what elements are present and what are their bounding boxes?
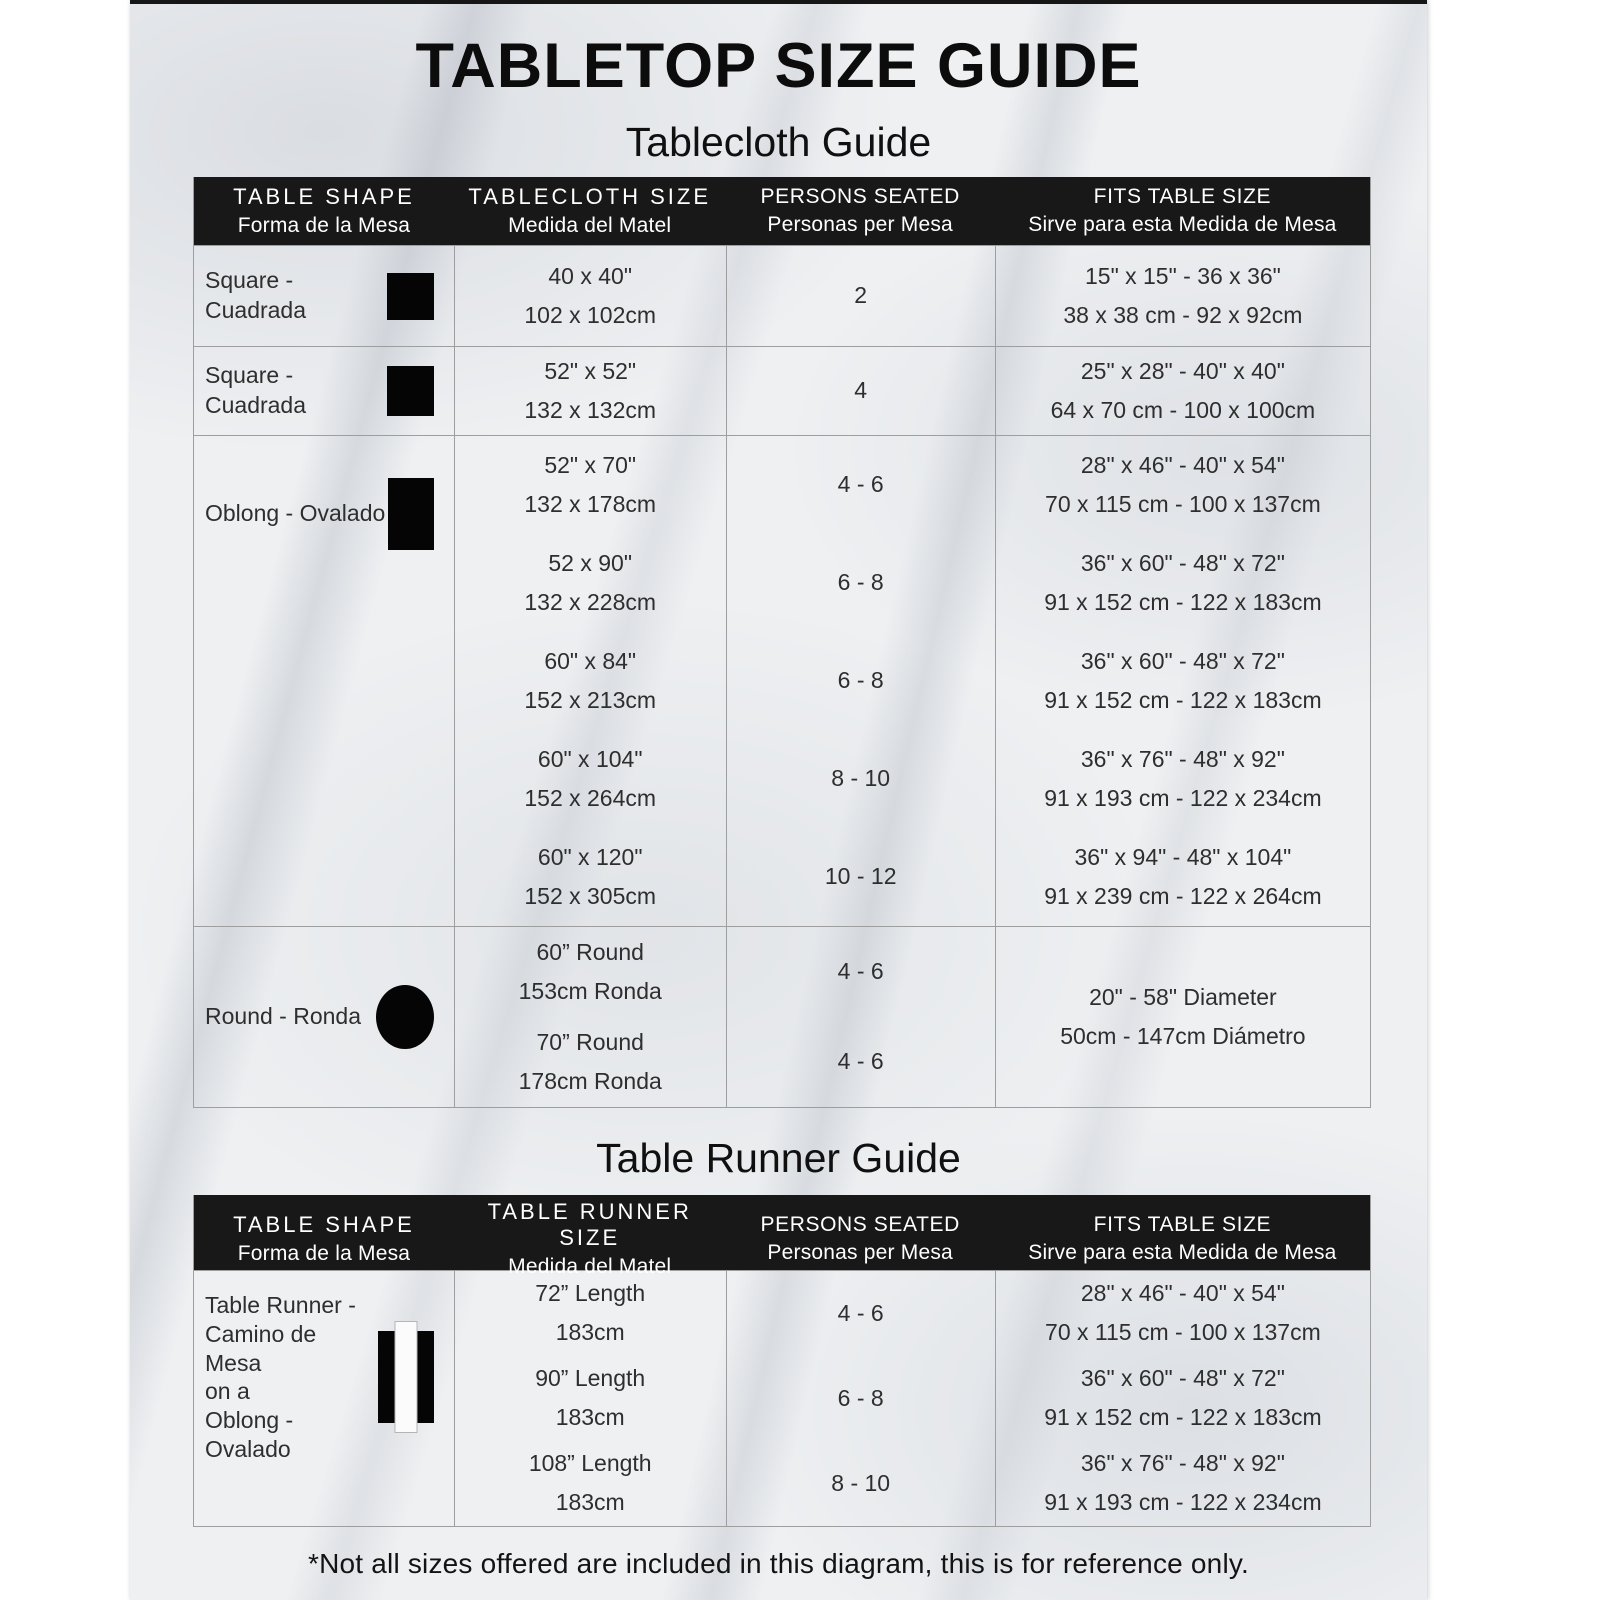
size-cell: 52" x 70" 132 x 178cm [454,436,726,534]
size-cell: 60” Round 153cm Ronda [454,927,726,1017]
column-header-table-shape: TABLE SHAPE Forma de la Mesa [233,184,415,237]
table-row [194,245,1370,346]
size-guide-poster [130,0,1427,1600]
table-row [194,346,1370,435]
shape-cell [194,347,454,435]
fits-cell: 25" x 28" - 40" x 40" 64 x 70 cm - 100 x 100cm [995,347,1370,435]
table-runner-table [193,1195,1371,1527]
size-cell: 72” Length 183cm [454,1271,726,1356]
tablecloth-table-header [194,177,1370,245]
fits-cell: 20" - 58" Diameter 50cm - 147cm Diámetro [995,927,1370,1107]
tablecloth-guide-heading: Tablecloth Guide [625,119,932,165]
round-icon [376,985,434,1049]
footnote: *Not all sizes offered are included in this diagram, this is for reference only. [308,1548,1249,1579]
persons-cell: 10 - 12 [726,828,995,926]
size-cell: 52 x 90" 132 x 228cm [454,534,726,632]
square-icon [387,366,434,416]
fits-cell: 36" x 76" - 48" x 92" 91 x 193 cm - 122 x 234cm [995,1441,1370,1526]
page-title: TABLETOP SIZE GUIDE [415,31,1142,101]
size-cell: 70” Round 178cm Ronda [454,1017,726,1107]
size-cell: 40 x 40" 102 x 102cm [454,246,726,346]
fits-cell: 28" x 46" - 40" x 54" 70 x 115 cm - 100 x 137cm [995,436,1370,534]
column-header-table-runner-size: TABLE RUNNER SIZE Medida del Matel [487,1199,692,1278]
table-row [194,926,1370,1107]
persons-cell: 6 - 8 [726,632,995,730]
table-runner-table-header [194,1195,1370,1278]
fits-cell: 36" x 94" - 48" x 104" 91 x 239 cm - 122 x 264cm [995,828,1370,926]
shape-cell [194,1271,454,1526]
persons-cell: 4 - 6 [726,436,995,534]
runner-stripe [394,1321,417,1433]
persons-cell: 6 - 8 [726,1356,995,1441]
persons-cell: 8 - 10 [726,1441,995,1526]
tablecloth-table [193,177,1371,1108]
persons-cell: 2 [726,246,995,346]
persons-cell: 4 - 6 [726,927,995,1017]
table-row [194,435,1370,926]
fits-cell: 36" x 60" - 48" x 72" 91 x 152 cm - 122 x 183cm [995,632,1370,730]
size-cell: 60" x 84" 152 x 213cm [454,632,726,730]
persons-cell: 4 - 6 [726,1017,995,1107]
fits-cell: 36" x 60" - 48" x 72" 91 x 152 cm - 122 x 183cm [995,1356,1370,1441]
shape-cell [194,927,454,1107]
table-runner-icon [378,1331,434,1423]
persons-cell: 4 - 6 [726,1271,995,1356]
column-header-fits-table-size: FITS TABLE SIZE Sirve para esta Medida de Mesa [1028,1213,1337,1264]
size-cell: 60" x 120" 152 x 305cm [454,828,726,926]
persons-cell: 6 - 8 [726,534,995,632]
persons-cell: 4 [726,347,995,435]
oblong-icon [388,478,434,550]
column-header-tablecloth-size: TABLECLOTH SIZE Medida del Matel [468,184,712,237]
fits-cell: 36" x 76" - 48" x 92" 91 x 193 cm - 122 x 234cm [995,730,1370,828]
shape-label: Round - Ronda [205,1003,361,1030]
column-header-persons-seated: PERSONS SEATED Personas per Mesa [760,1213,960,1264]
column-header-fits-table-size: FITS TABLE SIZE Sirve para esta Medida de Mesa [1028,185,1337,236]
persons-cell: 8 - 10 [726,730,995,828]
shape-cell [194,436,454,926]
size-cell: 90” Length 183cm [454,1356,726,1441]
table-row [194,1270,1370,1526]
size-cell: 108” Length 183cm [454,1441,726,1526]
size-cell: 52" x 52" 132 x 132cm [454,347,726,435]
shape-label: Square - Cuadrada [205,362,307,418]
shape-label: Oblong - Ovalado [205,500,386,527]
shape-label: Table Runner - Camino de Mesa on a Oblong - Ovalado [205,1292,356,1462]
column-header-persons-seated: PERSONS SEATED Personas per Mesa [760,185,960,236]
table-runner-guide-heading: Table Runner Guide [596,1135,961,1181]
fits-cell: 36" x 60" - 48" x 72" 91 x 152 cm - 122 x 183cm [995,534,1370,632]
square-icon [387,273,434,320]
size-cell: 60" x 104" 152 x 264cm [454,730,726,828]
fits-cell: 28" x 46" - 40" x 54" 70 x 115 cm - 100 x 137cm [995,1271,1370,1356]
fits-cell: 15" x 15" - 36 x 36" 38 x 38 cm - 92 x 92cm [995,246,1370,346]
column-header-table-shape: TABLE SHAPE Forma de la Mesa [233,1212,415,1265]
shape-cell [194,246,454,346]
shape-label: Square - Cuadrada [205,267,307,323]
